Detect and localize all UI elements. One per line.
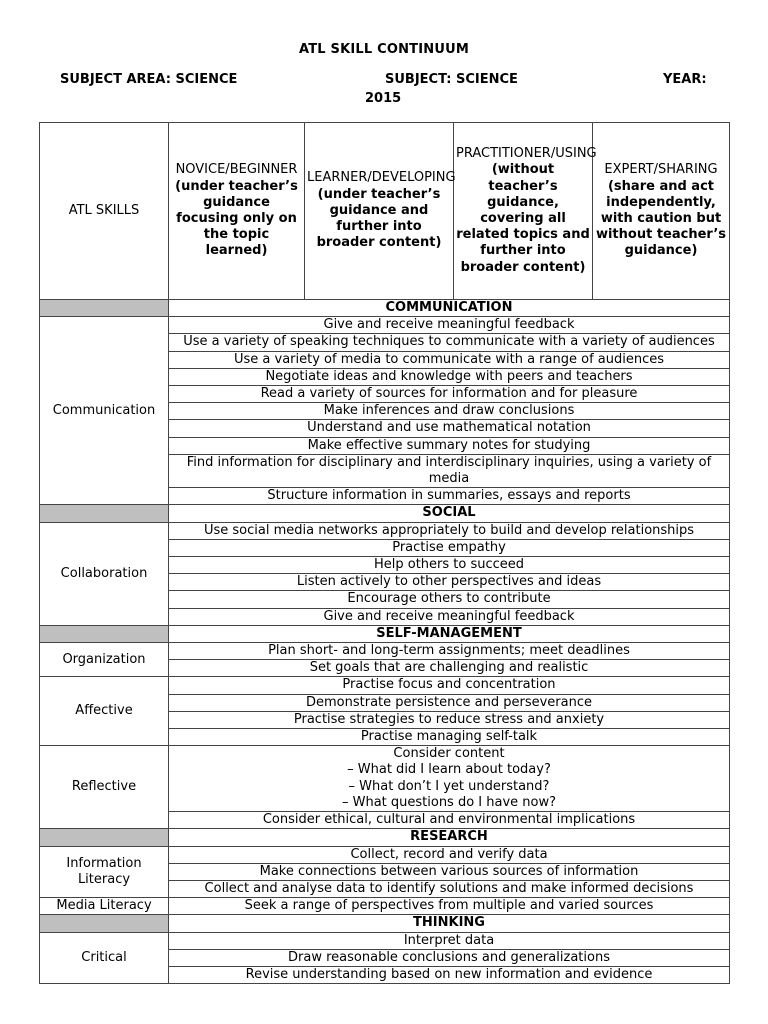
skill-cell: Practise managing self-talk bbox=[169, 729, 730, 746]
skill-row bbox=[40, 522, 730, 539]
section-shade-cell bbox=[40, 300, 169, 317]
skill-cell: Structure information in summaries, essays and reports bbox=[169, 488, 730, 505]
level-description: (under teacher’s guidance and further into broader content) bbox=[316, 186, 442, 251]
subject-area-label: SUBJECT AREA: SCIENCE bbox=[60, 72, 238, 87]
section-shade-cell bbox=[40, 625, 169, 642]
category-label: Communication bbox=[40, 317, 169, 505]
skill-cell: Use social media networks appropriately to build and develop relationships bbox=[169, 522, 730, 539]
section-header-row bbox=[40, 505, 730, 522]
skill-cell: Find information for disciplinary and interdisciplinary inquiries, using a variety of media bbox=[169, 454, 730, 487]
skill-cell: Set goals that are challenging and realistic bbox=[169, 660, 730, 677]
skill-cell: Make inferences and draw conclusions bbox=[169, 403, 730, 420]
table-header-row bbox=[40, 123, 730, 300]
skill-cell: Revise understanding based on new information and evidence bbox=[169, 966, 730, 983]
atl-skills-table bbox=[39, 122, 730, 984]
year-value: 2015 bbox=[365, 91, 402, 106]
category-label: Critical bbox=[40, 932, 169, 984]
skill-cell: Use a variety of media to communicate with a range of audiences bbox=[169, 351, 730, 368]
category-label: Information Literacy bbox=[40, 846, 169, 898]
skill-cell: Consider content – What did I learn about today? – What don’t I yet understand? – What questions do I have now? bbox=[169, 746, 730, 812]
skill-cell: Demonstrate persistence and perseverance bbox=[169, 694, 730, 711]
level-description: (share and act independently, with caution but without teacher’s guidance) bbox=[595, 178, 727, 259]
section-title: RESEARCH bbox=[169, 829, 730, 846]
category-label: Collaboration bbox=[40, 522, 169, 625]
section-shade-cell bbox=[40, 505, 169, 522]
section-header-row bbox=[40, 829, 730, 846]
skill-cell: Read a variety of sources for information and for pleasure bbox=[169, 386, 730, 403]
section-title: SELF-MANAGEMENT bbox=[169, 625, 730, 642]
skill-row bbox=[40, 846, 730, 863]
level-name: EXPERT/SHARING bbox=[604, 162, 718, 178]
skill-cell: Practise focus and concentration bbox=[169, 677, 730, 694]
section-title: THINKING bbox=[169, 915, 730, 932]
skill-row bbox=[40, 746, 730, 812]
section-header-row bbox=[40, 300, 730, 317]
skill-cell: Encourage others to contribute bbox=[169, 591, 730, 608]
atl-skills-header: ATL SKILLS bbox=[40, 123, 169, 300]
skill-cell: Negotiate ideas and knowledge with peers and teachers bbox=[169, 368, 730, 385]
skill-cell: Consider ethical, cultural and environmental implications bbox=[169, 812, 730, 829]
document-title: ATL SKILL CONTINUUM bbox=[298, 42, 469, 57]
level-header-expert bbox=[593, 123, 730, 300]
skill-cell: Collect, record and verify data bbox=[169, 846, 730, 863]
level-header-learner bbox=[305, 123, 454, 300]
skill-row bbox=[40, 317, 730, 334]
skill-cell: Help others to succeed bbox=[169, 557, 730, 574]
skill-cell: Use a variety of speaking techniques to communicate with a variety of audiences bbox=[169, 334, 730, 351]
skill-cell: Understand and use mathematical notation bbox=[169, 420, 730, 437]
skill-cell: Interpret data bbox=[169, 932, 730, 949]
skill-row bbox=[40, 898, 730, 915]
level-name: LEARNER/DEVELOPING bbox=[307, 170, 456, 186]
skill-cell: Draw reasonable conclusions and generalizations bbox=[169, 949, 730, 966]
skill-cell: Make effective summary notes for studying bbox=[169, 437, 730, 454]
level-header-novice bbox=[169, 123, 305, 300]
category-label: Media Literacy bbox=[40, 898, 169, 915]
section-title: SOCIAL bbox=[169, 505, 730, 522]
section-header-row bbox=[40, 625, 730, 642]
skill-row bbox=[40, 932, 730, 949]
skill-cell: Listen actively to other perspectives and ideas bbox=[169, 574, 730, 591]
category-label: Reflective bbox=[40, 746, 169, 829]
category-label: Organization bbox=[40, 643, 169, 677]
skill-cell: Give and receive meaningful feedback bbox=[169, 317, 730, 334]
category-label: Affective bbox=[40, 677, 169, 746]
section-shade-cell bbox=[40, 829, 169, 846]
level-description: (under teacher’s guidance focusing only on the topic learned) bbox=[175, 178, 298, 259]
skill-cell: Collect and analyse data to identify solutions and make informed decisions bbox=[169, 880, 730, 897]
level-description: (without teacher’s guidance, covering all related topics and further into broader content) bbox=[456, 162, 590, 275]
skill-row bbox=[40, 677, 730, 694]
skill-cell: Practise strategies to reduce stress and anxiety bbox=[169, 711, 730, 728]
section-header-row bbox=[40, 915, 730, 932]
skill-cell: Plan short- and long-term assignments; meet deadlines bbox=[169, 643, 730, 660]
skill-cell: Practise empathy bbox=[169, 539, 730, 556]
skill-cell: Seek a range of perspectives from multiple and varied sources bbox=[169, 898, 730, 915]
section-shade-cell bbox=[40, 915, 169, 932]
level-name: NOVICE/BEGINNER bbox=[175, 162, 298, 178]
skill-row bbox=[40, 643, 730, 660]
skill-cell: Make connections between various sources of information bbox=[169, 863, 730, 880]
section-title: COMMUNICATION bbox=[169, 300, 730, 317]
year-label: YEAR: bbox=[663, 72, 707, 87]
subject-label: SUBJECT: SCIENCE bbox=[385, 72, 518, 87]
skill-cell: Give and receive meaningful feedback bbox=[169, 608, 730, 625]
level-name: PRACTITIONER/USING bbox=[456, 146, 597, 162]
level-header-practitioner bbox=[454, 123, 597, 300]
